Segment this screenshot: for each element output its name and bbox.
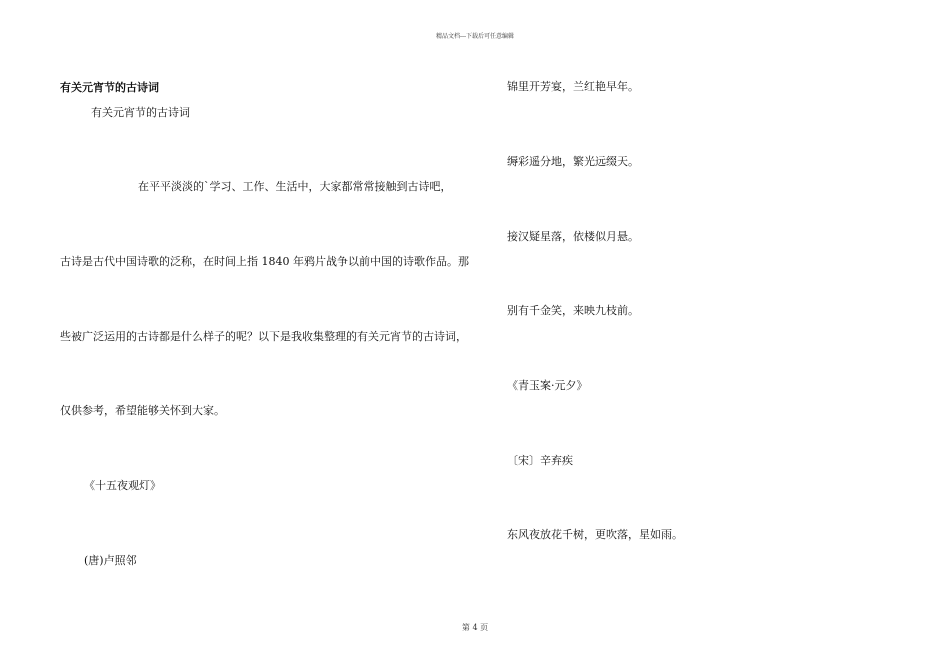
poem-author: (唐)卢照邻: [84, 554, 137, 567]
poem-author: 〔宋〕辛弃疾: [507, 454, 573, 467]
poem-line: 别有千金笑，来映九枝前。: [507, 304, 639, 317]
page-header: 精品文档---下载后可任意编辑: [435, 33, 515, 40]
paragraph-line: 在平平淡淡的`学习、工作、生活中，大家都常常接触到古诗吧，: [138, 180, 452, 193]
paragraph-line: 古诗是古代中国诗歌的泛称，在时间上指 1840 年鸦片战争以前中国的诗歌作品。那: [60, 255, 469, 268]
subtitle: 有关元宵节的古诗词: [91, 106, 190, 119]
poem-line: 锦里开芳宴，兰红艳早年。: [507, 80, 639, 93]
paragraph-line: 些被广泛运用的古诗都是什么样子的呢？以下是我收集整理的有关元宵节的古诗词，: [60, 330, 467, 343]
document-title: 有关元宵节的古诗词: [60, 81, 159, 94]
poem-title: 《十五夜观灯》: [84, 479, 161, 492]
poem-line: 东风夜放花千树，更吹落，星如雨。: [507, 528, 683, 541]
poem-title: 《青玉案·元夕》: [507, 379, 588, 392]
poem-line: 缛彩遥分地，繁光远缀天。: [507, 155, 639, 168]
page-number: 第 4 页: [461, 623, 489, 632]
poem-line: 接汉疑星落，依楼似月悬。: [507, 230, 639, 243]
paragraph-line: 仅供参考，希望能够关怀到大家。: [60, 404, 225, 417]
